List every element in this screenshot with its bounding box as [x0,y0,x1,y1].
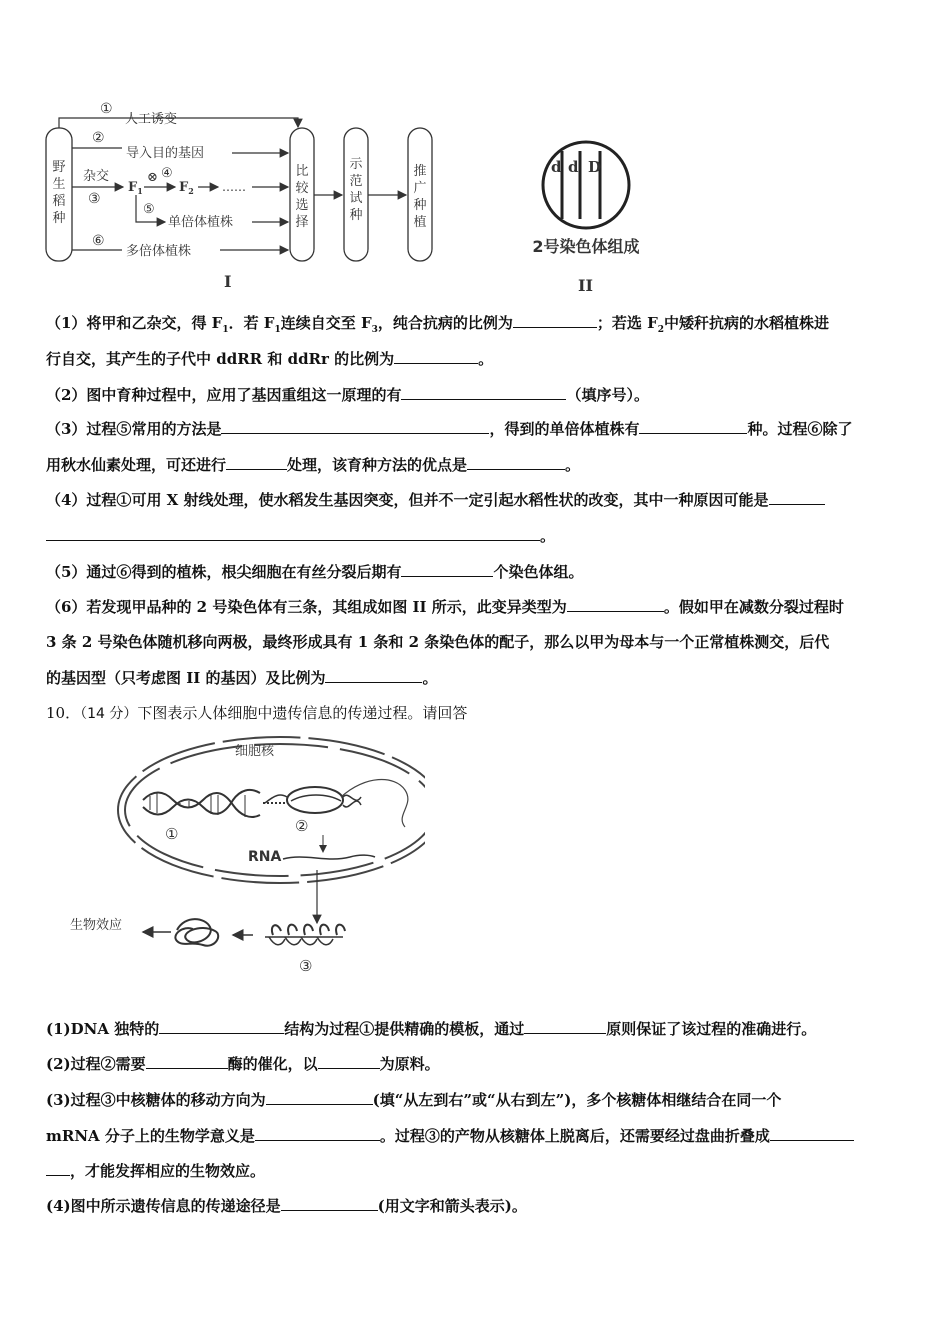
demo-trial-text: 示范试种 [349,157,363,223]
hybrid-label: 杂交 [83,169,110,184]
route5-number: ⑤ [143,202,155,217]
answer-blank[interactable] [401,385,566,400]
transcription-bubble-inner [291,795,341,801]
q9-part3-line1: （3）过程⑤常用的方法是 ，得到的单倍体植株有 种。过程⑥除了 [46,420,853,438]
mrna-strand [341,780,408,827]
q10-part3-line2: mRNA 分子上的生物学意义是 。过程③的产物从核糖体上脱离后，还需要经过盘曲折叠成 [46,1126,854,1146]
f1-label: $F_1$ [128,180,143,196]
promote-plant-text: 推广种植 [413,164,427,230]
answer-blank[interactable] [394,349,478,364]
answer-blank[interactable] [255,1126,380,1141]
answer-blank[interactable] [639,419,747,434]
answer-blank[interactable] [769,490,825,505]
rna-strand [283,855,375,859]
route5-label: 单倍体植株 [168,215,234,230]
q10-stem: 下图表示人体细胞中遗传信息的传递过程。请回答 [137,704,468,722]
q9-part2: （2）图中育种过程中，应用了基因重组这一原理的有 （填序号）。 [46,386,649,404]
answer-blank[interactable] [46,1161,70,1176]
figure1-caption: I [224,272,232,291]
q10-part3-line1: (3)过程③中核糖体的移动方向为 (填“从左到右”或“从右到左”)，多个核糖体相继结合在同一个 [46,1091,782,1109]
route2-label: 导入目的基因 [126,146,205,161]
answer-blank[interactable] [318,1054,380,1069]
q10-part3-line3: ，才能发挥相应的生物效应。 [46,1161,265,1181]
answer-blank[interactable] [159,1019,284,1034]
allele-2: d [568,158,579,176]
chromosome-figure [510,125,670,295]
continuation-dots: …… [222,180,246,194]
dna-transcription-left [265,795,287,803]
compare-select-text: 比较选择 [295,164,309,230]
allele-1: d [551,158,562,176]
wild-rice-char: 生 [52,177,66,192]
q9-part6-line1: （6）若发现甲品种的 2 号染色体有三条，其组成如图 II 所示，此变异类型为 。假如甲在减数分裂过程时 [46,598,844,616]
q9-part3-line2: 用秋水仙素处理，可还进行 处理，该育种方法的优点是 。 [46,456,581,474]
route6-number: ⑥ [92,233,105,249]
answer-blank[interactable] [226,455,287,470]
q9-part6-line3: 的基因型（只考虑图 II 的基因）及比例为 。 [46,669,438,687]
q9-part1-line2: 行自交，其产生的子代中 ddRR 和 ddRr 的比例为 。 [46,350,494,368]
route2-number: ② [92,130,105,146]
route4-number: ④ [161,166,173,181]
answer-blank[interactable] [467,455,565,470]
answer-blank[interactable] [401,562,493,577]
ribosomes [272,925,345,935]
answer-blank[interactable] [513,313,597,328]
answer-blank[interactable] [46,526,540,541]
q10-heading [46,702,467,723]
answer-blank[interactable] [281,1196,378,1211]
route1-label: 人工诱变 [125,112,178,127]
allele-3: D [588,158,602,176]
answer-blank[interactable] [567,597,664,612]
q9-part1-line1: （1）将甲和乙杂交，得 $F_1$．若 $F_1$连续自交至 $F_3$，纯合抗病的比例为 ；若选 $F_2$中矮秆抗病的水稻植株进 [46,314,830,335]
process2-label: ② [295,817,309,835]
wild-rice-char: 稻 [52,194,66,209]
q9-part5: （5）通过⑥得到的植株，根尖细胞在有丝分裂后期有 个染色体组。 [46,563,584,581]
q10-number: 10． [46,704,81,722]
selfing-symbol: ⊗ [147,170,158,185]
answer-blank[interactable] [266,1090,373,1105]
q9-part4-line1: （4）过程①可用 X 射线处理，使水稻发生基因突变，但并不一定引起水稻性状的改变，其中一种原因可能是 [46,490,825,510]
breeding-flowchart [40,95,450,295]
route1-arrow [59,118,298,128]
effect-label: 生物效应 [70,918,123,933]
route6-label: 多倍体植株 [126,244,192,259]
q10-score: （14 分） [80,706,138,722]
q9-part6-line2: 3 条 2 号染色体随机移向两极，最终形成具有 1 条和 2 条染色体的配子，那么以甲为母本与一个正常植株测交，后代 [46,633,830,651]
answer-blank[interactable] [146,1054,228,1069]
q9-part4-line2: 。 [46,526,555,546]
transcription-bubble [287,787,343,813]
genetic-info-figure [65,735,425,975]
process1-label: ① [165,825,179,843]
answer-blank[interactable] [770,1126,854,1141]
cell-circle [543,142,629,228]
wild-rice-char: 野 [52,160,66,175]
route3-number: ③ [88,191,101,207]
q10-part2: (2)过程②需要 酶的催化，以 为原料。 [46,1055,440,1073]
process3-label: ③ [299,957,313,975]
chromosome-title: 2号染色体组成 [532,237,640,256]
ribosome-bases [269,937,333,945]
f2-label: $F_2$ [179,180,194,196]
dna-helix-right [343,795,361,807]
q10-part1: (1)DNA 独特的 结构为过程①提供精确的模板，通过 原则保证了该过程的准确进行。 [46,1020,817,1038]
answer-blank[interactable] [221,419,489,434]
nucleus-label: 细胞核 [235,744,275,759]
figure2-caption: II [578,276,593,295]
answer-blank[interactable] [524,1019,606,1034]
rna-label: RNA [248,849,282,865]
wild-rice-char: 种 [52,211,66,226]
folded-protein [175,919,218,946]
answer-blank[interactable] [325,668,422,683]
route1-number: ① [100,101,113,117]
q10-part4: (4)图中所示遗传信息的传递途径是 (用文字和箭头表示)。 [46,1197,527,1215]
